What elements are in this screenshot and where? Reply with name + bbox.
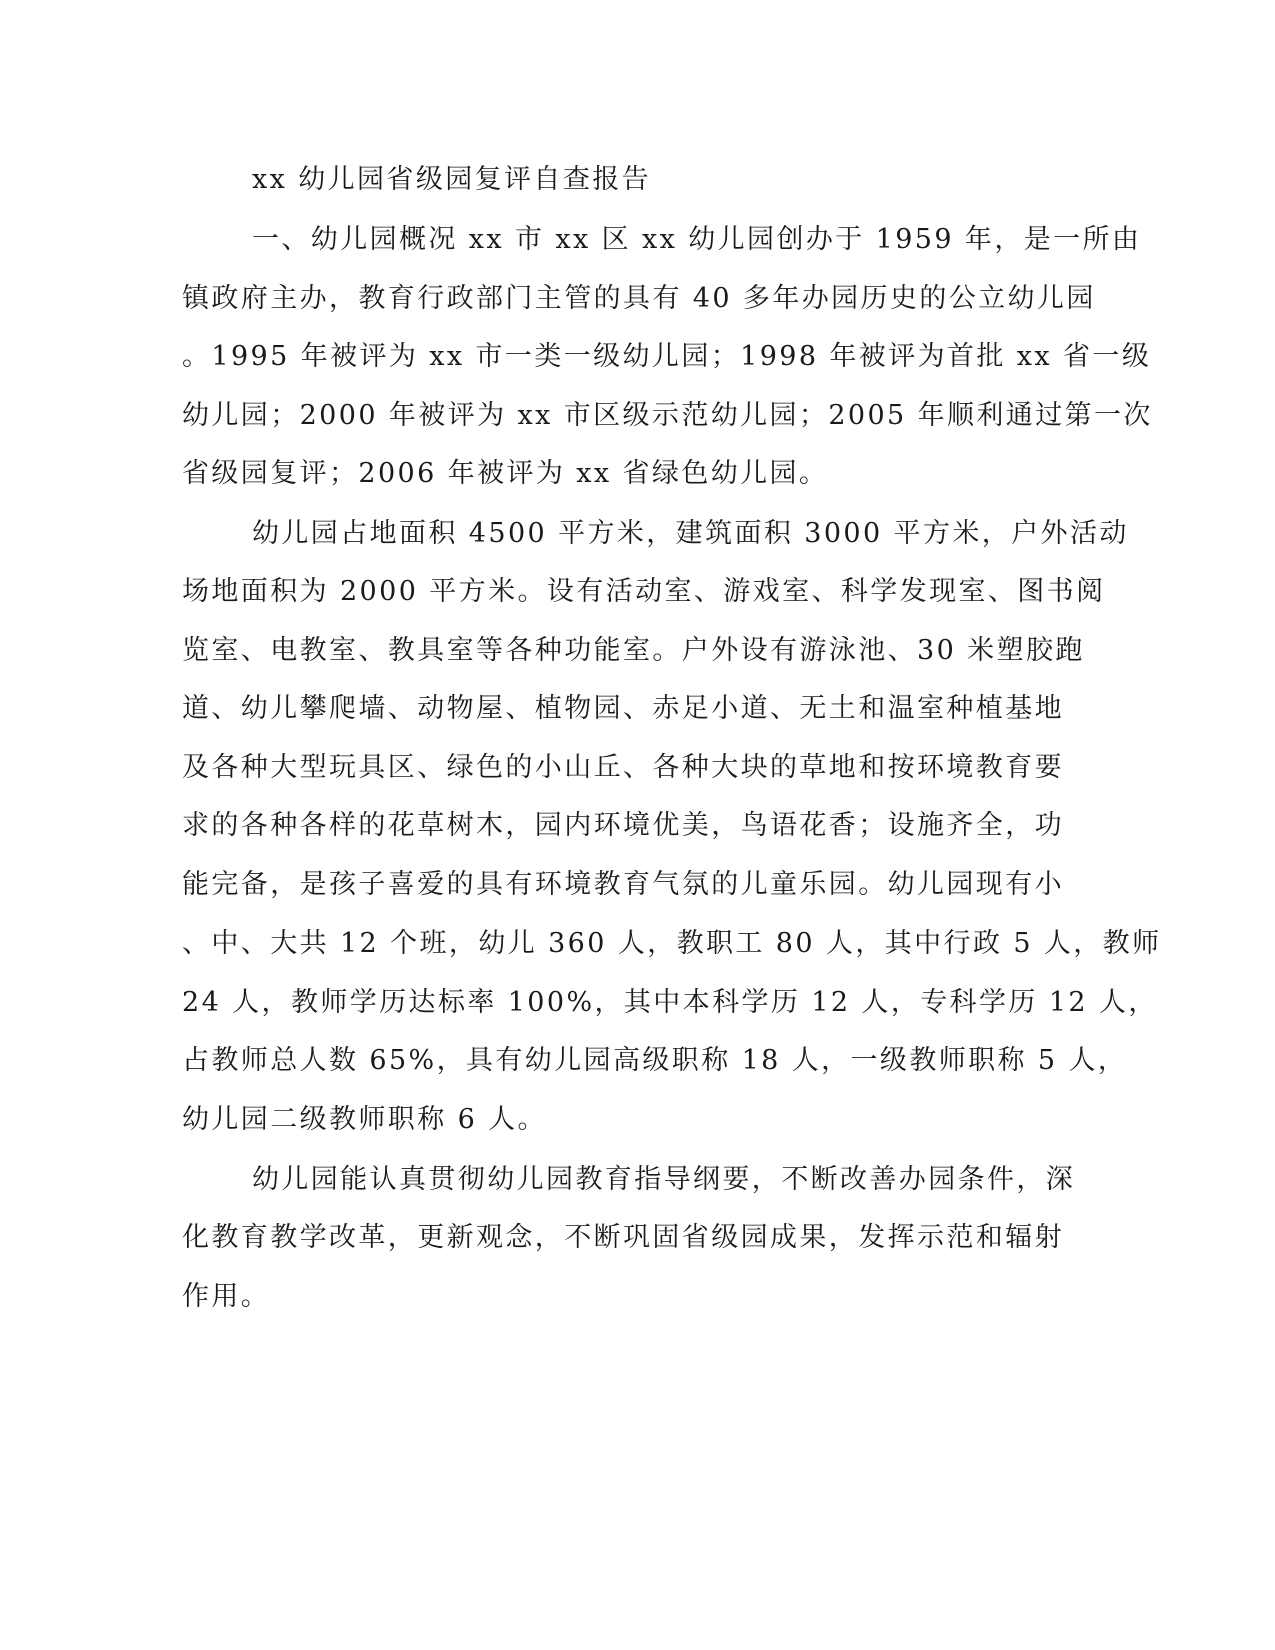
paragraph-line: 、中、大共 12 个班，幼儿 360 人，教职工 80 人，其中行政 5 人，教师 bbox=[182, 928, 1162, 959]
paragraph-line: 。1995 年被评为 xx 市一类一级幼儿园；1998 年被评为首批 xx 省一级 bbox=[182, 341, 1152, 372]
paragraph-line: 作用。 bbox=[182, 1281, 271, 1312]
paragraph-line: 省级园复评；2006 年被评为 xx 省绿色幼儿园。 bbox=[182, 458, 829, 489]
paragraph-line: 幼儿园；2000 年被评为 xx 市区级示范幼儿园；2005 年顺利通过第一次 bbox=[182, 400, 1153, 431]
paragraph-line: 场地面积为 2000 平方米。设有活动室、游戏室、科学发现室、图书阅 bbox=[182, 576, 1106, 607]
paragraph-line: 占教师总人数 65%，具有幼儿园高级职称 18 人，一级教师职称 5 人， bbox=[182, 1045, 1128, 1076]
paragraph-line: 求的各种各样的花草树木，园内环境优美，鸟语花香；设施齐全，功 bbox=[182, 810, 1064, 841]
paragraph-line: 及各种大型玩具区、绿色的小山丘、各种大块的草地和按环境教育要 bbox=[182, 752, 1064, 783]
paragraph-line: 道、幼儿攀爬墙、动物屋、植物园、赤足小道、无土和温室种植基地 bbox=[182, 693, 1064, 724]
paragraph-line: 化教育教学改革，更新观念，不断巩固省级园成果，发挥示范和辐射 bbox=[182, 1222, 1064, 1253]
paragraph-line: 幼儿园能认真贯彻幼儿园教育指导纲要，不断改善办园条件，深 bbox=[252, 1164, 1076, 1195]
paragraph-line: 幼儿园占地面积 4500 平方米，建筑面积 3000 平方米，户外活动 bbox=[252, 518, 1129, 549]
paragraph-line: 览室、电教室、教具室等各种功能室。户外设有游泳池、30 米塑胶跑 bbox=[182, 635, 1085, 666]
paragraph-line: 镇政府主办，教育行政部门主管的具有 40 多年办园历史的公立幼儿园 bbox=[182, 283, 1096, 314]
paragraph-line: 幼儿园二级教师职称 6 人。 bbox=[182, 1104, 547, 1135]
paragraph-line: 一、幼儿园概况 xx 市 xx 区 xx 幼儿园创办于 1959 年，是一所由 bbox=[252, 224, 1142, 255]
document-title: xx 幼儿园省级园复评自查报告 bbox=[252, 164, 652, 195]
paragraph-line: 24 人，教师学历达标率 100%，其中本科学历 12 人，专科学历 12 人， bbox=[182, 987, 1158, 1018]
paragraph-line: 能完备，是孩子喜爱的具有环境教育气氛的儿童乐园。幼儿园现有小 bbox=[182, 869, 1064, 900]
